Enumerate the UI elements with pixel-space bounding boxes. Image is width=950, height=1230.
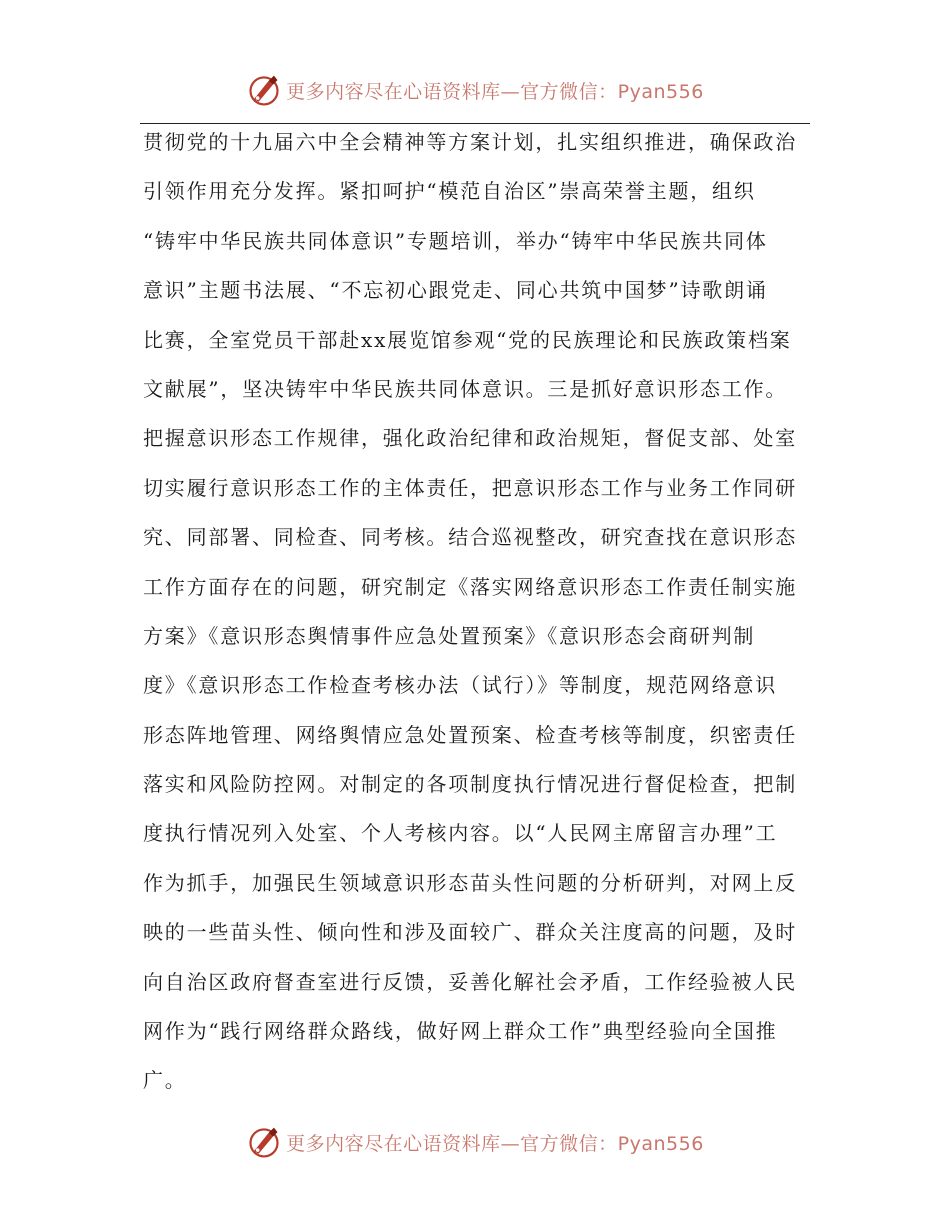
body-line: 形态阵地管理、网络舆情应急处置预案、检查考核等制度，织密责任 [143,722,797,747]
body-line: 意识”主题书法展、“不忘初心跟党走、同心共筑中国梦”诗歌朗诵 [143,278,768,303]
header-banner-label: 更多内容尽在心语资料库—官方微信： [286,80,618,103]
body-line: 切实履行意识形态工作的主体责任，把意识形态工作与业务工作同研 [143,475,797,500]
header-wechat-id: Pyan556 [617,80,704,103]
body-line: “铸牢中华民族共同体意识”专题培训，举办“铸牢中华民族共同体 [143,228,768,253]
body-line: 向自治区政府督查室进行反馈，妥善化解社会矛盾，工作经验被人民 [143,969,797,994]
body-line: 工作方面存在的问题，研究制定《落实网络意识形态工作责任制实施 [143,574,797,599]
document-body [143,118,807,1106]
body-line: 把握意识形态工作规律，强化政治纪律和政治规矩，督促支部、处室 [143,426,797,451]
body-line: 贯彻党的十九届六中全会精神等方案计划，扎实组织推进，确保政治 [143,130,797,154]
body-line: 映的一些苗头性、倾向性和涉及面较广、群众关注度高的问题，及时 [143,920,797,945]
footer-banner [0,1120,950,1164]
footer-banner-text [286,1129,704,1156]
pen-nib-logo-icon [246,1124,282,1160]
body-line: 究、同部署、同检查、同考核。结合巡视整改，研究查找在意识形态 [143,525,797,550]
footer-wechat-id: Pyan556 [617,1132,704,1155]
body-line: 作为抓手，加强民生领域意识形态苗头性问题的分析研判，对网上反 [143,870,797,895]
body-line: 引领作用充分发挥。紧扣呵护“模范自治区”崇高荣誉主题，组织 [143,179,756,204]
body-line: 方案》《意识形态舆情事件应急处置预案》《意识形态会商研判制 [143,623,756,648]
body-line: 比赛，全室党员干部赴xx展览馆参观“党的民族理论和民族政策档案 [143,327,792,352]
body-line: 广。 [143,1068,187,1093]
body-line: 度》《意识形态工作检查考核办法（试行）》等制度，规范网络意识 [143,673,777,698]
footer-banner-label: 更多内容尽在心语资料库—官方微信： [286,1132,618,1155]
header-banner-text [286,77,704,104]
body-line: 度执行情况列入处室、个人考核内容。以“人民网主席留言办理”工 [143,821,778,846]
header-banner [0,68,950,112]
pen-nib-logo-icon [246,72,282,108]
body-line: 落实和风险防控网。对制定的各项制度执行情况进行督促检查，把制 [143,772,797,797]
body-line: 网作为“践行网络群众路线，做好网上群众工作”典型经验向全国推 [143,1019,778,1044]
body-line: 文献展”，坚决铸牢中华民族共同体意识。三是抓好意识形态工作。 [143,376,788,401]
